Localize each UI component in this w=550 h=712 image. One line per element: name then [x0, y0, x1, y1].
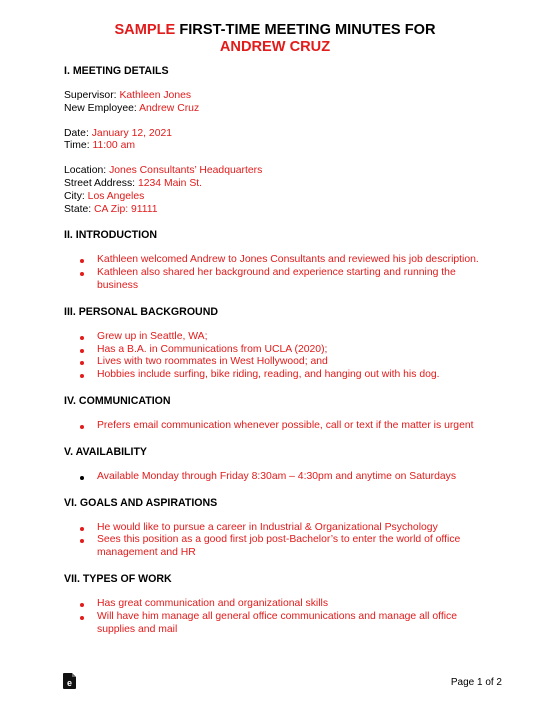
location-line	[64, 165, 494, 178]
street-value: 1234 Main St.	[137, 177, 203, 189]
title-name: ANDREW CRUZ	[219, 39, 331, 55]
list-item: Sees this position as a good first job post-Bachelor’s to enter the world of office management and HR	[64, 534, 494, 560]
title-rest: FIRST-TIME MEETING MINUTES FOR	[179, 22, 436, 38]
svg-text:e: e	[66, 678, 73, 688]
supervisor-label: Supervisor:	[64, 90, 120, 101]
bullet-icon	[80, 349, 84, 353]
section-heading-types-of-work: VII. TYPES OF WORK	[64, 572, 172, 585]
list-item: Kathleen also shared her background and experience starting and running the business	[64, 267, 494, 293]
section-heading-availability: V. AVAILABILITY	[64, 445, 147, 458]
section-heading-introduction: II. INTRODUCTION	[64, 229, 157, 242]
street-line	[64, 178, 494, 191]
supervisor-line	[64, 90, 494, 103]
bullet-icon	[80, 374, 84, 378]
state-value: CA Zip: 91111	[94, 203, 158, 215]
communication-list	[64, 420, 494, 433]
location-value: Jones Consultants’ Headquarters	[109, 165, 263, 177]
section-heading-meeting-details: I. MEETING DETAILS	[64, 65, 169, 77]
section-heading-personal-background: III. PERSONAL BACKGROUND	[64, 305, 219, 318]
employee-line	[64, 103, 494, 116]
bullet-icon	[80, 603, 84, 607]
date-line	[64, 128, 494, 141]
bullet-icon	[80, 272, 84, 276]
bullet-icon	[80, 259, 84, 263]
bullet-icon	[80, 539, 84, 543]
document-title	[0, 22, 550, 56]
list-item: Has great communication and organizational skills	[64, 598, 494, 611]
bullet-icon	[80, 425, 84, 429]
page-number: Page 1 of 2	[450, 677, 502, 688]
section-heading-goals: VI. GOALS AND ASPIRATIONS	[64, 496, 218, 509]
list-item: Has a B.A. in Communications from UCLA (2020);	[64, 344, 494, 357]
document-body	[64, 64, 494, 636]
bullet-icon	[80, 616, 84, 620]
list-item: Hobbies include surfing, bike riding, reading, and hanging out with his dog.	[64, 369, 494, 382]
personal-background-list	[64, 331, 494, 382]
time-value: 11:00 am	[92, 140, 136, 152]
time-label: Time:	[64, 140, 93, 152]
bullet-icon	[80, 476, 84, 480]
list-item: He would like to pursue a career in Industrial & Organizational Psychology	[64, 522, 494, 535]
title-sample: SAMPLE	[114, 22, 176, 38]
date-value: January 12, 2021	[91, 127, 173, 139]
list-item: Lives with two roommates in West Hollywood; and	[64, 356, 494, 369]
bullet-icon	[80, 336, 84, 340]
bullet-icon	[80, 527, 84, 531]
time-line	[64, 140, 494, 153]
types-of-work-list	[64, 598, 494, 636]
list-item: Kathleen welcomed Andrew to Jones Consultants and reviewed his job description.	[64, 254, 494, 267]
date-label: Date:	[64, 127, 92, 139]
employee-label: New Employee:	[64, 102, 140, 114]
list-item: Will have him manage all general office communications and manage all office supplies and mail	[64, 611, 494, 637]
city-value: Los Angeles	[87, 190, 145, 202]
title-line-1	[0, 22, 550, 39]
list-item: Prefers email communication whenever possible, call or text if the matter is urgent	[64, 420, 494, 433]
bullet-icon	[80, 361, 84, 365]
document-logo-icon	[63, 673, 77, 689]
supervisor-value: Kathleen Jones	[119, 90, 192, 101]
list-item: Grew up in Seattle, WA;	[64, 331, 494, 344]
availability-list	[64, 471, 494, 484]
city-label: City:	[64, 190, 88, 202]
city-line	[64, 191, 494, 204]
state-line	[64, 204, 494, 217]
section-heading-communication: IV. COMMUNICATION	[64, 394, 171, 407]
street-label: Street Address:	[64, 177, 138, 189]
location-label: Location:	[64, 165, 110, 177]
introduction-list	[64, 254, 494, 292]
goals-list	[64, 522, 494, 560]
list-item: Available Monday through Friday 8:30am – 4:30pm and anytime on Saturdays	[64, 471, 494, 484]
state-label: State:	[64, 203, 95, 215]
employee-value: Andrew Cruz	[139, 102, 200, 114]
